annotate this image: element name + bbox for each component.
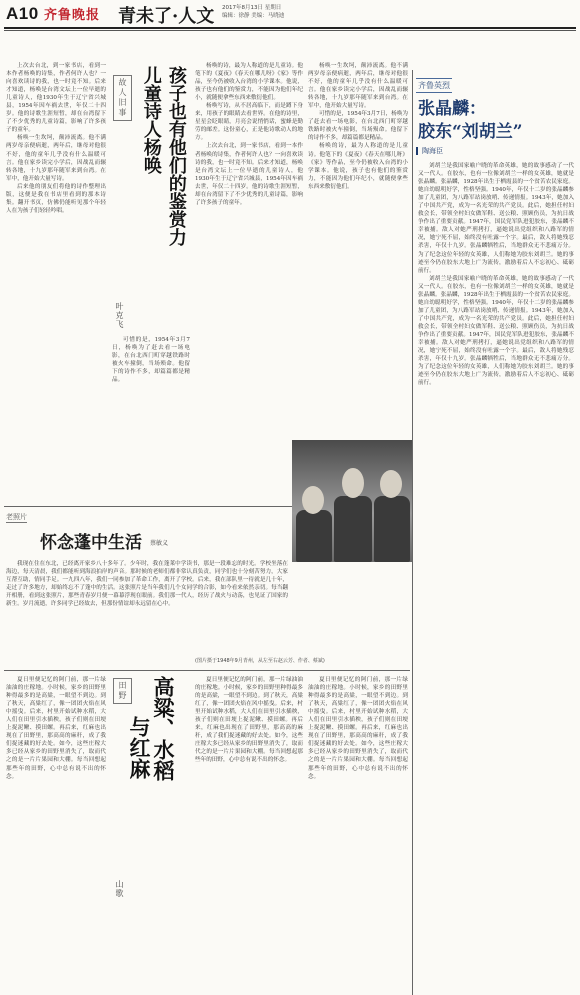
article1-col1: 上次去台北，到一家书店，看到一本作者杨唤的诗集，作者何许人也？一向喜欢读诗的我，也一时竟不知。后来才知道，杨唤是台湾文坛上一位早逝的儿童诗人，他1930年生于辽宁省兴城县，1954年因车祸去世，年仅二十四岁。他的诗歌生涯短暂，却在台湾留下了不少优秀的儿童诗篇，影响了许多孩子的童年。 杨唤一生坎坷，颠沛流离。他不满两岁母亲便病逝，两年后，继母对他很不好，他的童年几乎没有什么温暖可言。他在家乡读完小学后，因战乱而辗转各地，十九岁那年随军来到台湾。在军中，他开始大量写诗。 后来他的朋友们将他的诗作整理出版，这便是我在书店里看到的那本诗集。翻开书页，仿佛仍能听见那个年轻人在为孩子们轻轻吟唱。 [6, 63, 106, 214]
article1-title-sub: 儿童诗人杨唤 [140, 66, 162, 174]
article3-title-main: 高粱、水稻 [151, 676, 177, 781]
header-meta [222, 4, 284, 20]
article3-col2: 夏日里便记忆的阿门前，那一片绿油油的庄稼地。小时候，家乡的田野里种得最多的是高粱，一眼望不到边。到了秋天，高粱红了，像一团团火焰在风中摇曳。后来，村里开始试种水稻，大人们在田里引水插秧，孩子们则在田埂上捉泥鳅、摸田螺。再后来，红麻也出现在了田野里，那高高的麻秆，成了我们捉迷藏的好去处。如今，这些庄稼大多已经从家乡的田野里消失了，取而代之的是一片片果园和大棚。每当回想起那些年的田野，心中总有说不出的怀念。 [195, 677, 303, 764]
article3-col3: 夏日里便记忆的阿门前，那一片绿油油的庄稼地。小时候，家乡的田野里种得最多的是高粱，一眼望不到边。到了秋天，高粱红了，像一团团火焰在风中摇曳。后来，村里开始试种水稻，大人们在田里引水插秧，孩子们则在田埂上捉泥鳅、摸田螺。再后来，红麻也出现在了田野里，那高高的麻秆，成了我们捉迷藏的好去处。如今，这些庄稼大多已经从家乡的田野里消失了，取而代之的是一片片果园和大棚。每当回想起那些年的田野，心中总有说不出的怀念。 [308, 677, 408, 780]
article4-title [418, 98, 523, 144]
article4-body: 刘胡兰是我国家喻户晓的革命英雄，她的故事感动了一代又一代人。在胶东，也有一位像刘胡兰一样的女英雄，她就是张晶麟。张晶麟，1928年出生于栖霞县的一个贫苦农民家庭。她自幼聪明好学，性格坚强。1940年，年仅十二岁的张晶麟参加了儿童团，为八路军站岗放哨、传递情报。1943年，她加入了中国共产党，成为一名光荣的共产党员。此后，她担任村妇救会长，带领全村妇女做军鞋、送公粮、照顾伤员，为抗日战争作出了重要贡献。1947年，国民党军队进犯胶东，张晶麟不幸被捕。敌人对她严刑拷打，逼她说出党组织和八路军的情况，她宁死不屈，始终没有吐露一个字。最后，敌人将她残忍杀害，年仅十九岁。张晶麟牺牲后，当地群众无不悲痛万分。为了纪念这位年轻的女英雄，人们称她为胶东刘胡兰。她的事迹至今仍在胶东大地上广为流传，激励着后人不忘初心、砥砺前行。 刘胡兰是我国家喻户晓的革命英雄，她的故事感动了一代又一代人。在胶东，也有一位像刘胡兰一样的女英雄，她就是张晶麟。张晶麟，1928年出生于栖霞县的一个贫苦农民家庭。她自幼聪明好学，性格坚强。1940年，年仅十二岁的张晶麟参加了儿童团，为八路军站岗放哨、传递情报。1943年，她加入了中国共产党，成为一名光荣的共产党员。此后，她担任村妇救会长，带领全村妇女做军鞋、送公粮、照顾伤员，为抗日战争作出了重要贡献。1947年，国民党军队进犯胶东，张晶麟不幸被捕。敌人对她严刑拷打，逼她说出党组织和八路军的情况，她宁死不屈，始终没有吐露一个字。最后，敌人将她残忍杀害，年仅十九岁。张晶麟牺牲后，当地群众无不悲痛万分。为了纪念这位年轻的女英雄，人们称她为胶东刘胡兰。她的事迹至今仍在胶东大地上广为流传，激励着后人不忘初心、砥砺前行。 [418, 163, 574, 387]
article4-author: 陶海臣 [422, 147, 443, 155]
section-divider-2 [4, 670, 410, 671]
article4-author-bar [416, 147, 418, 155]
article3-title-sub: 与红麻 [127, 716, 153, 779]
section-title: 青未了·人文 [118, 6, 215, 27]
article2-author: 蔡敏义 [150, 540, 169, 547]
editor-line: 编辑：徐静 美编：马晓迪 [222, 13, 285, 19]
newspaper-logo: 齐鲁晚报 [44, 8, 101, 23]
article4-title-line2: 胶东“刘胡兰” [418, 122, 523, 142]
article3-author: 山歌 [115, 880, 124, 898]
article2-body: 我现在住在东北，已经离开家乡八十多年了。少年时，我在蓬莱中学读书，那是一段难忘的时光。学校坐落在海边，每天清晨，我们都能听到海浪拍岸的声音。那时候的老师们都非常认真负责，同学们也十分刻苦努力，大家互帮互助，情同手足。一九四八年，我们一同参加了革命工作，离开了学校。后来，我在部队里一待就是几十年，走过了许多地方，却始终忘不了蓬中的生活。这张照片是当年我们几个女同学的合影，如今看来依然亲切。每当翻开相册，看到这张照片，那些青春岁月便一幕幕浮现在眼前。我们那一代人，经历了战火与动荡，也见证了国家的新生。岁月流逝，许多同学已经故去，但那份情谊却永远留在心中。 [6, 561, 288, 608]
old-photo [292, 440, 412, 562]
date-line: 2017年8月13日 星期日 [222, 5, 282, 11]
article1-col4: 杨唤一生坎坷，颠沛流离。他不满两岁母亲便病逝，两年后，继母对他很不好，他的童年几乎没有什么温暖可言。他在家乡读完小学后，因战乱而辗转各地，十九岁那年随军来到台湾。在军中，他开始大量写诗。 可惜的是，1954年3月7日，杨唤为了赶去看一场电影，在台北西门町穿越铁路时被火车撞倒，当场殒命。他留下的诗作不多，却篇篇都是精品。 杨唤的诗，最为人称道的是儿童诗。他笔下的《夏夜》《春天在哪儿呀》《家》等作品，至今仍被收入台湾的小学课本。他说，孩子也有他们的鉴赏力，不能因为他们年纪小，就随便拿些东西来敷衍他们。 [308, 63, 408, 190]
article4-title-line1: 张晶麟： [418, 99, 486, 119]
article1-col2: 可惜的是，1954年3月7日，杨唤为了赶去看一场电影，在台北西门町穿越铁路时被火车撞倒，当场殒命。他留下的诗作不多，却篇篇都是精品。 [112, 337, 190, 384]
article2-title: 怀念蓬中生活 [40, 533, 142, 553]
page-number: A10 [6, 4, 39, 23]
column-divider [412, 70, 413, 995]
article4-column-tag: 齐鲁英烈 [416, 78, 452, 93]
article3-column-tag: 田野 [113, 678, 132, 704]
article1-author: 叶克飞 [115, 302, 124, 329]
header-rule-thin [4, 30, 576, 31]
article1-title-main: 孩子也有他们的鉴赏力 [165, 66, 187, 246]
article1-col3: 杨唤的诗，最为人称道的是儿童诗。他笔下的《夏夜》《春天在哪儿呀》《家》等作品，至今仍被收入台湾的小学课本。他说，孩子也有他们的鉴赏力，不能因为他们年纪小，就随便拿些东西来敷衍他们。 杨唤写诗，从不居高临下，而是蹲下身来，用孩子的眼睛去看世界。在他的诗里，星星会眨眼睛，月亮会说悄悄话，蜜蜂是勤劳的邮差。这份童心，正是他诗歌动人的地方。 上次去台北，到一家书店，看到一本作者杨唤的诗集，作者何许人也？一向喜欢读诗的我，也一时竟不知。后来才知道，杨唤是台湾文坛上一位早逝的儿童诗人，他1930年生于辽宁省兴城县，1954年因车祸去世，年仅二十四岁。他的诗歌生涯短暂，却在台湾留下了不少优秀的儿童诗篇，影响了许多孩子的童年。 [195, 63, 303, 206]
photo-caption: (图片摄于1948年9月青州，从左至右赵云芳、作者、蔡斌) [195, 658, 325, 664]
header-rule [4, 27, 576, 29]
article1-column-tag: 故人旧事 [113, 75, 132, 121]
article3-col1: 夏日里便记忆的阿门前，那一片绿油油的庄稼地。小时候，家乡的田野里种得最多的是高粱，一眼望不到边。到了秋天，高粱红了，像一团团火焰在风中摇曳。后来，村里开始试种水稻，大人们在田里引水插秧，孩子们则在田埂上捉泥鳅、摸田螺。再后来，红麻也出现在了田野里，那高高的麻秆，成了我们捉迷藏的好去处。如今，这些庄稼大多已经从家乡的田野里消失了，取而代之的是一片片果园和大棚。每当回想起那些年的田野，心中总有说不出的怀念。 [6, 677, 106, 780]
article2-column-tag: 老照片 [6, 513, 27, 521]
